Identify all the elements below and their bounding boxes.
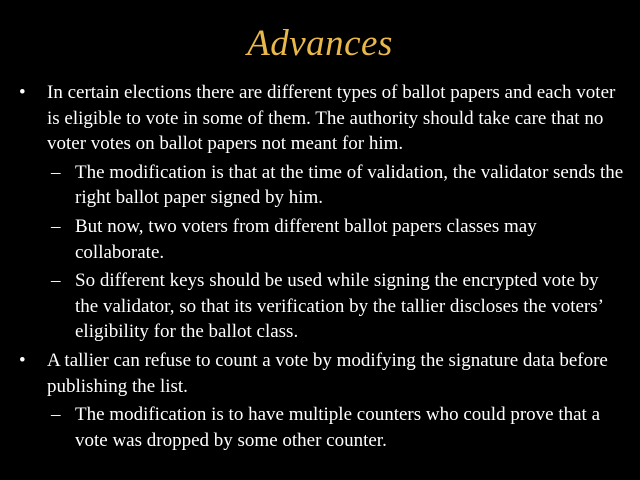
slide-title: Advances <box>247 23 393 64</box>
slide-body <box>0 80 640 456</box>
bullet-text: A tallier can refuse to count a vote by modifying the signature data before publishing the list. <box>47 349 608 397</box>
sub-bullet-marker: – <box>51 215 61 237</box>
sub-bullet-marker: – <box>51 404 61 426</box>
sub-bullet-marker: – <box>51 161 61 183</box>
sub-bullet-marker: – <box>51 270 61 292</box>
sub-bullet-item <box>0 214 640 265</box>
sub-bullet-text: The modification is to have multiple counters who could prove that a vote was dropped by some other counter. <box>75 404 601 451</box>
bullet-item <box>0 348 640 399</box>
sub-bullet-text: So different keys should be used while signing the encrypted vote by the validator, so that its verification by the tallier discloses the voters’ eligibility for the ballot class. <box>75 270 603 343</box>
sub-bullet-text: The modification is that at the time of validation, the validator sends the right ballot paper signed by him. <box>75 161 624 209</box>
bullet-text: In certain elections there are different types of ballot papers and each voter is eligible to vote in some of them. The authority should take care that no voter votes on ballot papers not meant for him. <box>47 82 616 155</box>
bullet-item <box>0 80 640 157</box>
bullet-marker: • <box>19 349 26 371</box>
sub-bullet-text: But now, two voters from different ballot papers classes may collaborate. <box>75 215 537 263</box>
sub-bullet-item <box>0 268 640 345</box>
sub-bullet-item <box>0 402 640 453</box>
bullet-marker: • <box>19 82 26 103</box>
sub-bullet-item <box>0 160 640 211</box>
